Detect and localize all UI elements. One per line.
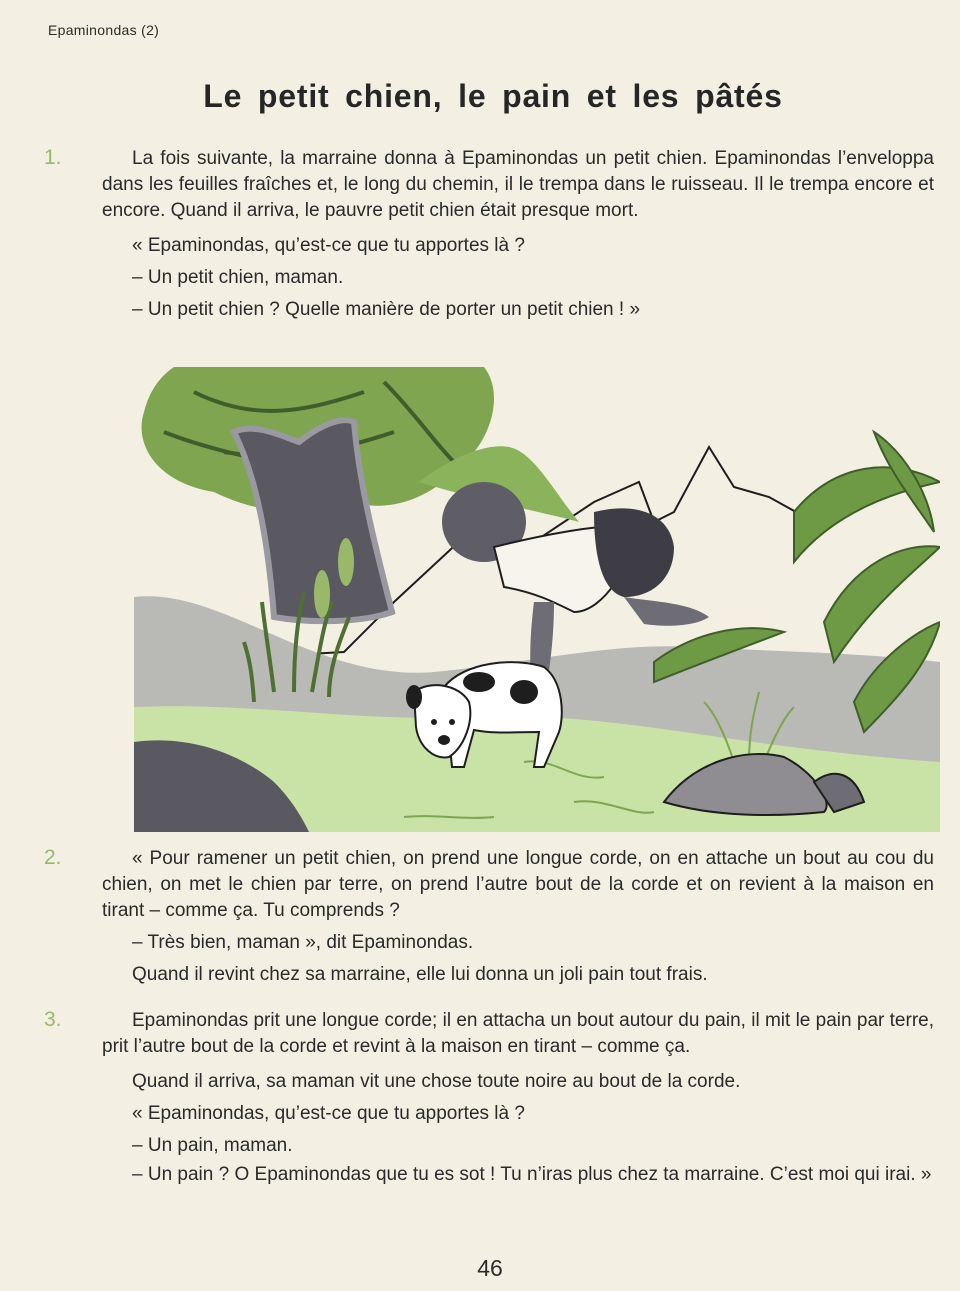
paragraph: « Pour ramener un petit chien, on prend une longue corde, on en attache un bout au cou du chien, on met le chien par terre, on prend l’autre bout de la corde et on revient à la maison en tirant – comme ça. Tu comprends ? [102, 848, 934, 921]
section-3 [44, 1008, 934, 1188]
paragraph: Quand il revint chez sa marraine, elle lui donna un joli pain tout frais. [132, 964, 708, 985]
section-number: 1. [44, 146, 62, 169]
cattail [338, 538, 354, 586]
dialogue-line: – Un pain, maman. [132, 1135, 293, 1156]
dialogue-line: « Epaminondas, qu’est-ce que tu apportes là ? [132, 1103, 525, 1124]
page-number: 46 [477, 1255, 503, 1281]
paragraph: La fois suivante, la marraine donna à Epaminondas un petit chien. Epaminondas l’enveloppa dans les feuilles fraîches et, le long du chemin, il le trempa dans le ruisseau. Il le trempa encore et encore. Quand il arriva, le pauvre petit chien était presque mort. [102, 148, 934, 221]
dialogue-line: « Epaminondas, qu’est-ce que tu apportes là ? [132, 235, 525, 256]
section-2 [44, 846, 934, 988]
paragraph: Quand il arriva, sa maman vit une chose toute noire au bout de la corde. [132, 1071, 741, 1092]
section-number: 2. [44, 846, 62, 869]
section-1 [44, 146, 934, 326]
dog-ear [406, 685, 422, 709]
page-title: Le petit chien, le pain et les pâtés [203, 78, 783, 114]
dialogue-line: – Très bien, maman », dit Epaminondas. [132, 932, 474, 953]
dog-nose [438, 735, 450, 745]
dialogue-line: – Un pain ? O Epaminondas que tu es sot ! Tu n’iras plus chez ta marraine. C’est moi qui irai. » [132, 1164, 932, 1185]
paragraph: Epaminondas prit une longue corde; il en attacha un bout autour du pain, il mit le pain par terre, prit l’autre bout de la corde et revint à la maison en tirant – comme ça. [102, 1010, 934, 1057]
boy-leg [624, 597, 709, 626]
cattail [314, 570, 330, 618]
dog-spot [510, 680, 538, 704]
dialogue-line: – Un petit chien, maman. [132, 267, 344, 288]
running-header: Epaminondas (2) [48, 22, 160, 38]
section-number: 3. [44, 1008, 62, 1031]
dialogue-line: – Un petit chien ? Quelle manière de porter un petit chien ! » [132, 299, 641, 320]
story-illustration [134, 362, 940, 832]
dog-spot [463, 672, 495, 692]
